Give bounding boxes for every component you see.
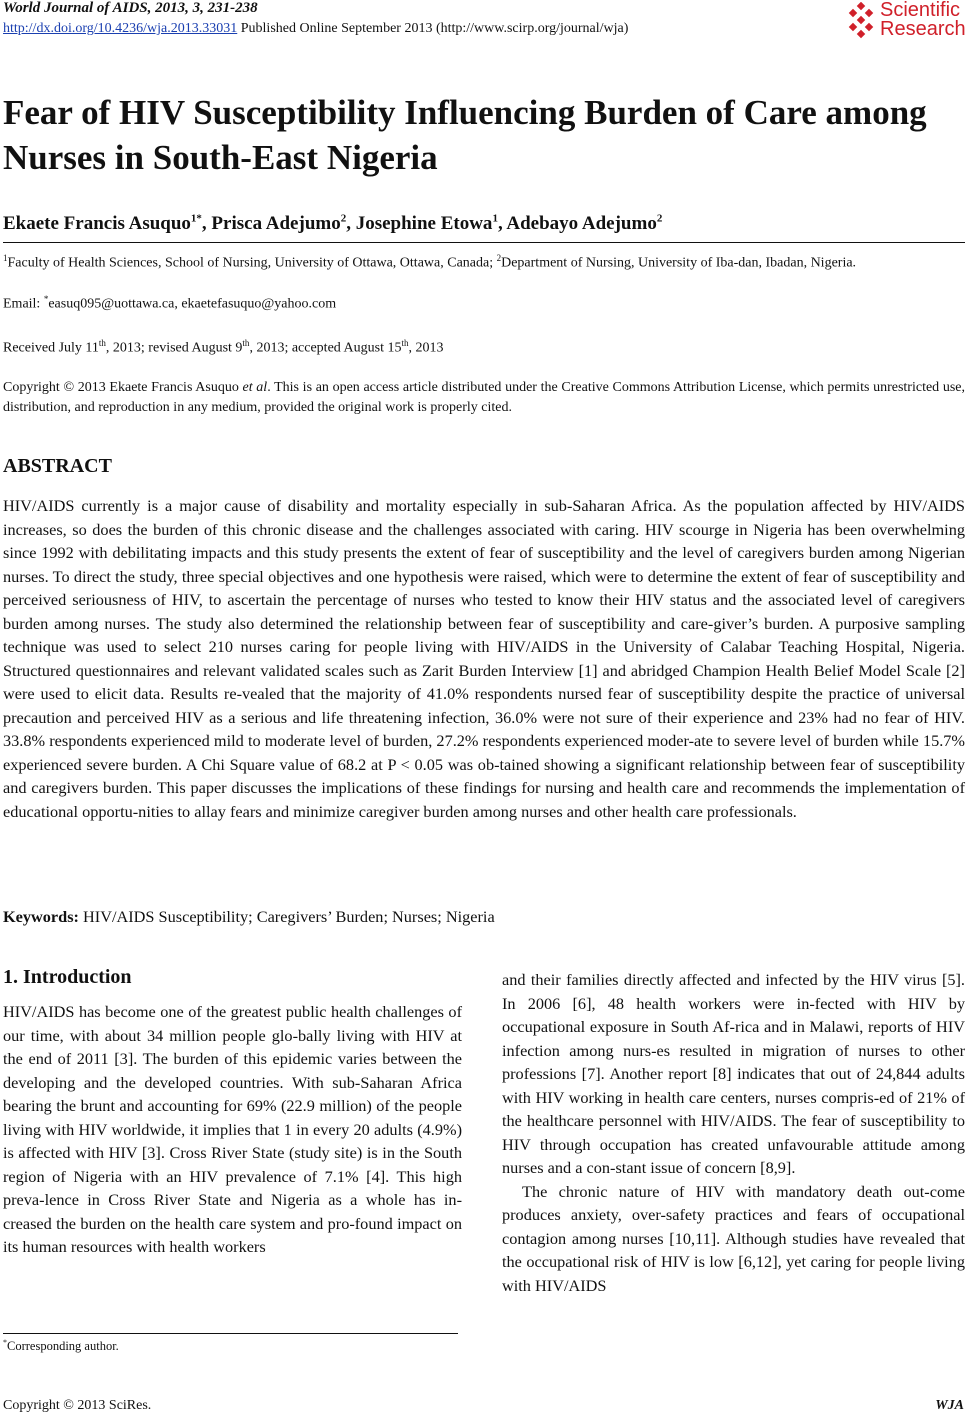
email-line: Email: *easuq095@uottawa.ca, ekaetefasuquo@yahoo.com bbox=[3, 294, 337, 312]
email-addresses[interactable]: easuq095@uottawa.ca, ekaetefasuquo@yahoo.com bbox=[48, 296, 337, 312]
footnote-divider bbox=[3, 1333, 458, 1334]
intro-right-column bbox=[502, 968, 965, 1297]
author-2: Prisca Adejumo$^2$, bbox=[211, 213, 356, 235]
published-online: Published Online September 2013 (http://www.scirp.org/journal/wja) bbox=[237, 21, 629, 36]
affiliations: $^1$Faculty of Health Sciences, School of Nursing, University of Ottawa, Ottawa, Canada; $^2$Department of Nursing, University of Iba-dan, Ibadan, Nigeria. bbox=[3, 253, 857, 271]
author-4: Adebayo Adejumo$^2$ bbox=[506, 213, 663, 235]
logo-line1: Scientific bbox=[880, 0, 961, 21]
author-3: Josephine Etowa$^1$, bbox=[355, 213, 507, 235]
author-list bbox=[3, 213, 662, 235]
journal-citation bbox=[3, 0, 258, 17]
author-1: Ekaete Francis Asuquo$^{1*}$, bbox=[3, 213, 212, 235]
abstract-heading: ABSTRACT bbox=[3, 455, 112, 477]
intro-paragraph-3: The chronic nature of HIV with mandatory death out-come produces anxiety, over-safety practices and fears of occupational contagion among nurses [10,11]. Although studies have revealed that the occupational risk of HIV is low [6,12], yet caring for people living with HIV/AIDS bbox=[502, 1181, 965, 1295]
footer-journal-abbrev: WJA bbox=[935, 1398, 964, 1413]
footer-copyright: Copyright © 2013 SciRes. bbox=[3, 1398, 152, 1413]
received-dates: Received July 11th, 2013; revised August 9th, 2013; accepted August 15th, 2013 bbox=[3, 338, 444, 356]
copyright-notice: Copyright © 2013 Ekaete Francis Asuquo et al. This is an open access article distributed under the Creative Commons Attribution License, which permits unrestricted use, distribution, and reproduction in any medium, provided the original work is properly cited. bbox=[3, 380, 965, 415]
logo-line2: Research bbox=[880, 18, 966, 40]
scientific-research-logo-icon bbox=[844, 2, 878, 40]
footnote: *Corresponding author. bbox=[3, 1338, 119, 1354]
abstract-text: HIV/AIDS currently is a major cause of disability and mortality especially in sub-Saharan Africa. As the population affected by HIV/AIDS increases, so does the burden of this chronic disease and the challenges associated with caring. HIV scourge in Nigeria has been overwhelming since 1992 with debilitating impacts and this study presents the extent of fear of susceptibility and the level of caregivers burden among Nigerian nurses. To direct the study, three special objectives and one hypothesis were raised, which were to determine the extent of fear of susceptibility and perceived seriousness of HIV, to ascertain the percentage of nurses who tested to know their HIV status and the associated level of caregivers burden among nurses. The study also determined the relationship between fear of susceptibility and care-giver’s burden. A purposive sampling technique was used to select 210 nurses caring for people living with HIV/AIDS in the University of Calabar Teaching Hospital, Nigeria. Structured questionnaires and relevant validated scales such as Zarit Burden Interview [1] and abridged Champion Health Belief Model Scale [2] were used to elicit data. Results re-vealed that the majority of 41.0% respondents nursed fear of susceptibility despite the practice of universal precaution and perceived HIV as a serious and life threatening infection, 36.0% were not sure of their experience and 23% had no fear of HIV. 33.8% respondents experienced mild to moderate level of burden, 27.2% respondents experienced moder-ate to severe level of burden while 15.7% experienced severe burden. A Chi Square value of 68.2 at P < 0.05 was ob-tained showing a significant relationship between fear of susceptibility and caregivers burden. This paper discusses the implications of these findings for nursing and health care and recommends the implementation of educational opportu-nities to allay fears and minimize caregiver burden among nurses and other health care professionals. bbox=[3, 496, 965, 821]
doi-link[interactable]: http://dx.doi.org/10.4236/wja.2013.33031 bbox=[3, 21, 238, 36]
paper-title: Fear of HIV Susceptibility Influencing Burden of Care among Nurses in South-East Nigeria bbox=[3, 93, 927, 177]
intro-paragraph-2: and their families directly affected and infected by the HIV virus [5]. In 2006 [6], 48 health workers were in-fected with HIV by occupational exposure in South Af-rica and in Malawi, reports of HIV infection among nurs-es resulted in migration of nurses to other professions [7]. Another report [8] indicates that out of 24,844 adults with HIV working in health care centers, nurses compris-ed of 21% of the healthcare personnel with HIV/AIDS. The fear of susceptibility to HIV through occupation has created unfavourable attitude among nurses and a con-stant issue of concern [8,9]. bbox=[502, 970, 965, 1177]
keywords bbox=[3, 907, 495, 927]
journal-name: World Journal of AIDS bbox=[3, 0, 148, 16]
publisher-logo bbox=[844, 0, 966, 42]
intro-left-column bbox=[3, 1000, 462, 1259]
doi-line bbox=[3, 21, 628, 37]
journal-volume: , 2013, 3, 231-238 bbox=[147, 0, 258, 16]
logo-text bbox=[880, 1, 966, 39]
keywords-label: Keywords: bbox=[3, 907, 79, 926]
divider bbox=[3, 242, 965, 243]
keywords-text: HIV/AIDS Susceptibility; Caregivers’ Burden; Nurses; Nigeria bbox=[78, 907, 495, 926]
intro-paragraph-1: HIV/AIDS has become one of the greatest public health challenges of our time, with about 34 million people glo-bally living with HIV at the end of 2011 [3]. The burden of this epidemic varies between the developing and the developed countries. With sub-Saharan Africa bearing the brunt and accounting for 69% (22.9 million) of the people living with HIV worldwide, it implies that 1 in every 20 adults (4.9%) is affected with HIV [3]. Cross River State (study site) is in the South region of Nigeria with an HIV prevalence of 7.1% [4]. This high preva-lence in Cross River State and Nigeria as a whole has in-creased the burden on the health care system and pro-found impact on its human resources with health workers bbox=[3, 1002, 462, 1256]
section-heading-introduction: 1. Introduction bbox=[3, 966, 132, 988]
